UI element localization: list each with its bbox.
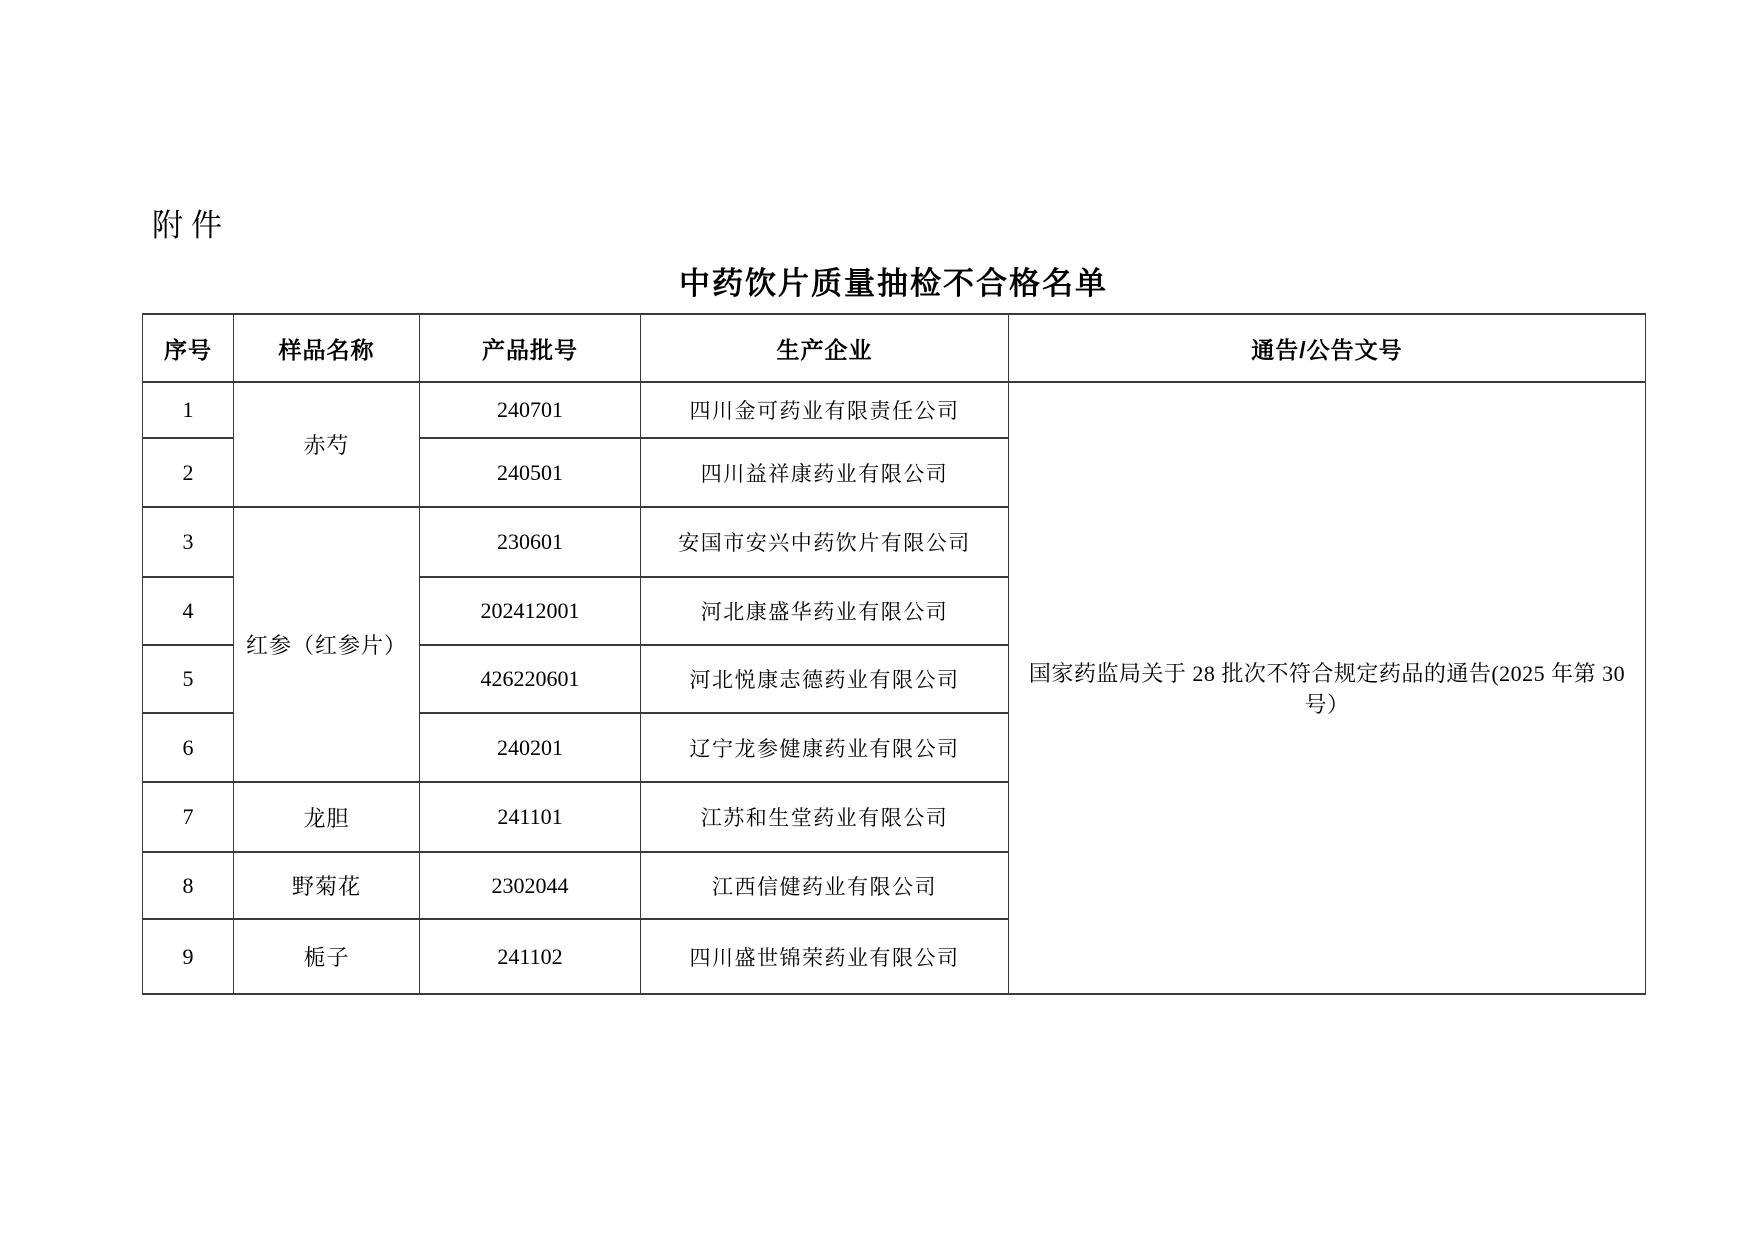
header-cell-no: 序号 <box>143 314 234 382</box>
manufacturer-cell: 四川盛世锦荣药业有限公司 <box>641 919 1009 994</box>
sample-name-cell: 野菊花 <box>234 852 420 919</box>
page-title: 中药饮片质量抽检不合格名单 <box>679 266 1108 301</box>
row-number-cell: 1 <box>143 382 234 438</box>
header-cell-batch: 产品批号 <box>420 314 641 382</box>
notice-cell: 国家药监局关于 28 批次不符合规定药品的通告(2025 年第 30 号） <box>1009 382 1646 994</box>
row-number-cell: 9 <box>143 919 234 994</box>
noncompliance-table <box>142 313 1646 995</box>
batch-cell: 241101 <box>420 782 641 852</box>
manufacturer-cell: 河北悦康志德药业有限公司 <box>641 645 1009 713</box>
header-cell-notice: 通告/公告文号 <box>1009 314 1646 382</box>
batch-cell: 241102 <box>420 919 641 994</box>
batch-cell: 2302044 <box>420 852 641 919</box>
attachment-label: 附件 <box>152 208 230 243</box>
row-number-cell: 2 <box>143 438 234 507</box>
row-number-cell: 5 <box>143 645 234 713</box>
table-row <box>143 382 1646 438</box>
row-number-cell: 4 <box>143 577 234 645</box>
row-number-cell: 3 <box>143 507 234 577</box>
table-header-row <box>143 314 1646 382</box>
manufacturer-cell: 江西信健药业有限公司 <box>641 852 1009 919</box>
batch-cell: 426220601 <box>420 645 641 713</box>
manufacturer-cell: 河北康盛华药业有限公司 <box>641 577 1009 645</box>
row-number-cell: 8 <box>143 852 234 919</box>
manufacturer-cell: 四川金可药业有限责任公司 <box>641 382 1009 438</box>
batch-cell: 240201 <box>420 713 641 782</box>
sample-name-cell: 赤芍 <box>234 382 420 507</box>
row-number-cell: 7 <box>143 782 234 852</box>
manufacturer-cell: 四川益祥康药业有限公司 <box>641 438 1009 507</box>
manufacturer-cell: 安国市安兴中药饮片有限公司 <box>641 507 1009 577</box>
manufacturer-cell: 江苏和生堂药业有限公司 <box>641 782 1009 852</box>
batch-cell: 240701 <box>420 382 641 438</box>
sample-name-cell: 栀子 <box>234 919 420 994</box>
batch-cell: 240501 <box>420 438 641 507</box>
header-cell-manufacturer: 生产企业 <box>641 314 1009 382</box>
batch-cell: 230601 <box>420 507 641 577</box>
header-cell-sample: 样品名称 <box>234 314 420 382</box>
sample-name-cell: 红参（红参片） <box>234 507 420 782</box>
batch-cell: 202412001 <box>420 577 641 645</box>
sample-name-cell: 龙胆 <box>234 782 420 852</box>
row-number-cell: 6 <box>143 713 234 782</box>
manufacturer-cell: 辽宁龙参健康药业有限公司 <box>641 713 1009 782</box>
